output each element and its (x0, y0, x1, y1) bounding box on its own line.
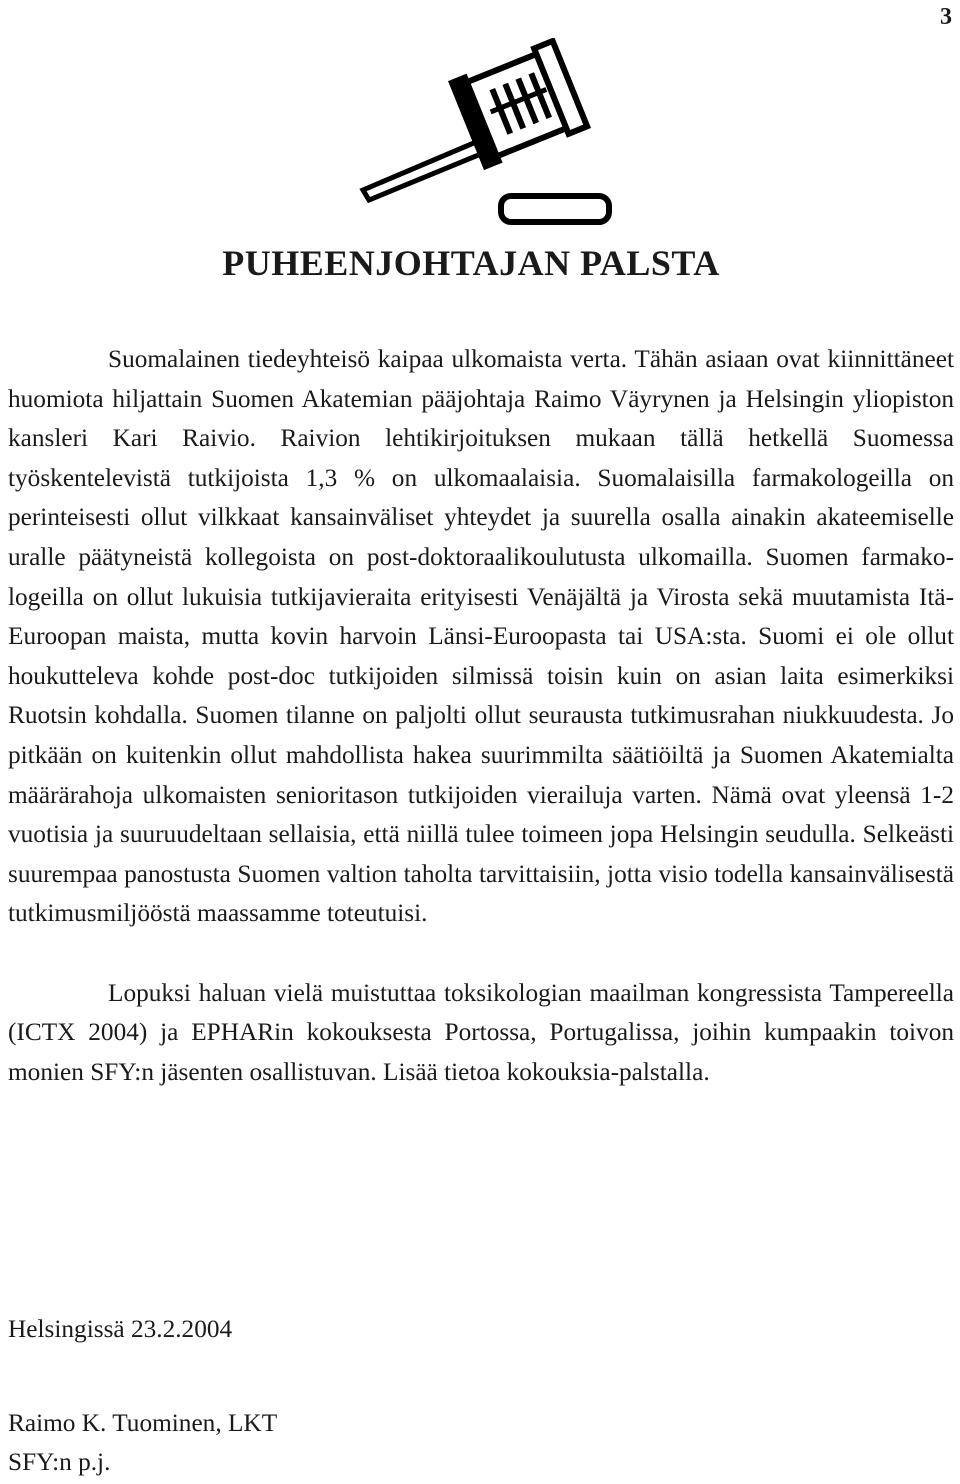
paragraph: Lopuksi haluan vielä muistuttaa toksikologian maailman kongressista Tampereella (ICTX 2004) ja EPHARin kokouksesta Portossa, Portugalissa, joihin kumpaakin toivon monien SFY:n jäsenten osallistuvan. Lisää tietoa kokouksia-palstalla. (8, 978, 954, 1086)
signer-name: Raimo K. Tuominen, LKT (8, 1409, 278, 1437)
signer-role: SFY:n p.j. (8, 1448, 111, 1476)
signature-block (8, 1404, 277, 1482)
article-body (8, 340, 954, 1092)
place-date: Helsingissä 23.2.2004 (8, 1315, 233, 1343)
page-title: PUHEENJOHTAJAN PALSTA (222, 243, 720, 283)
paragraph: Suomalainen tiedeyhteisö kaipaa ulkomaista verta. Tähän asiaan ovat kiinnittäneet huomiota hiljattain Suomen Akatemian pääjohtaja Raimo Väyrynen ja Helsingin yliopiston kansleri Kari Raivio. Raivion lehtikirjoituksen mukaan tällä hetkellä Suomessa työskentelevistä tutkijoista 1,3 % on ulkomaalaisia. Suomalaisilla farmakologeilla on perinteisesti ollut vilkkaat kansainväliset yhteydet ja suurella osalla ainakin akateemiselle uralle päätyneistä kollegoista on post-doktoraalikoulutusta ulkomailla. Suomen farmakologeilla on ollut lukuisia tutkijavieraita erityisesti Venäjältä ja Virosta sekä muutamista Itä-Euroopan maista, mutta kovin harvoin Länsi-Euroopasta tai USA:sta. Suomi ei ole ollut houkutteleva kohde post-doc tutkijoiden silmissä toisin kuin on asian laita esimerkiksi Ruotsin kohdalla. Suomen tilanne on paljolti ollut seurausta tutkimusrahan niukkuudesta. Jo pitkään on kuitenkin ollut mahdollista hakea suurimmilta säätiöiltä ja Suomen Akatemialta määrärahoja ulkomaisten senioritason tutkijoiden vierailuja varten. Nämä ovat yleensä 1-2 vuotisia ja suuruudeltaan sellaisia, että niillä tulee toimeen jopa Helsingin seudulla. Selkeästi suurempaa panostusta Suomen valtion taholta tarvittaisiin, jotta visio todella kansainvälisestä tutkimusmiljööstä maassamme toteutuisi. (8, 345, 954, 928)
page-number: 3 (940, 4, 952, 30)
gavel-icon (355, 38, 625, 233)
